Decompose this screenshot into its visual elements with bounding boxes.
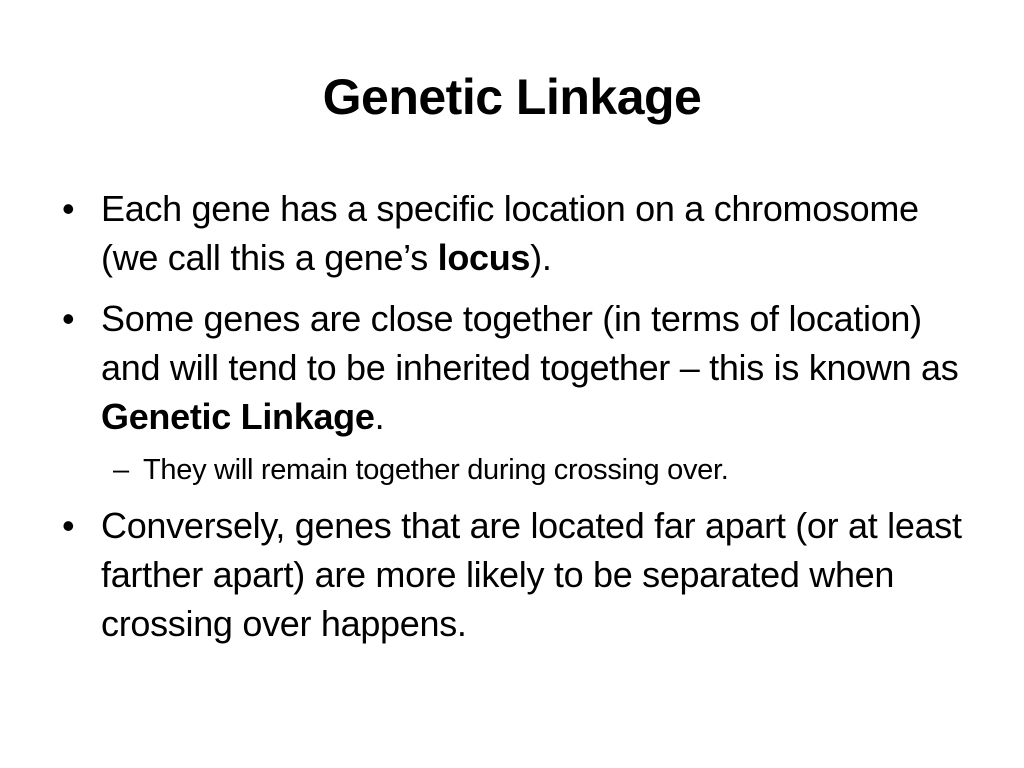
sub-bullet-text: They will remain together during crossing over. [143,454,729,486]
bullet-text: Each gene has a specific location on a chromosome (we call this a gene’s [101,188,919,278]
bullet-text: Conversely, genes that are located far apart (or at least farther apart) are more likely to be separated when crossing over happens. [101,505,962,644]
bullet-text-end: ). [530,237,552,278]
bullet-icon: • [62,298,75,339]
bullet-text-end: . [374,396,385,437]
sub-bullet-item [58,449,968,491]
bullet-item-linkage [58,294,968,441]
dash-icon: – [113,454,129,486]
slide-title: Genetic Linkage [322,69,702,125]
bullet-item-conversely [58,501,968,648]
bullet-icon: • [62,505,75,546]
bullet-text: Some genes are close together (in terms of location) and will tend to be inherited together – this is known as [101,298,959,388]
bullet-icon: • [62,188,75,229]
slide-body [58,184,968,660]
bullet-item-locus [58,184,968,282]
bullet-bold-term: locus [437,237,531,278]
bullet-bold-term: Genetic Linkage [101,396,375,437]
